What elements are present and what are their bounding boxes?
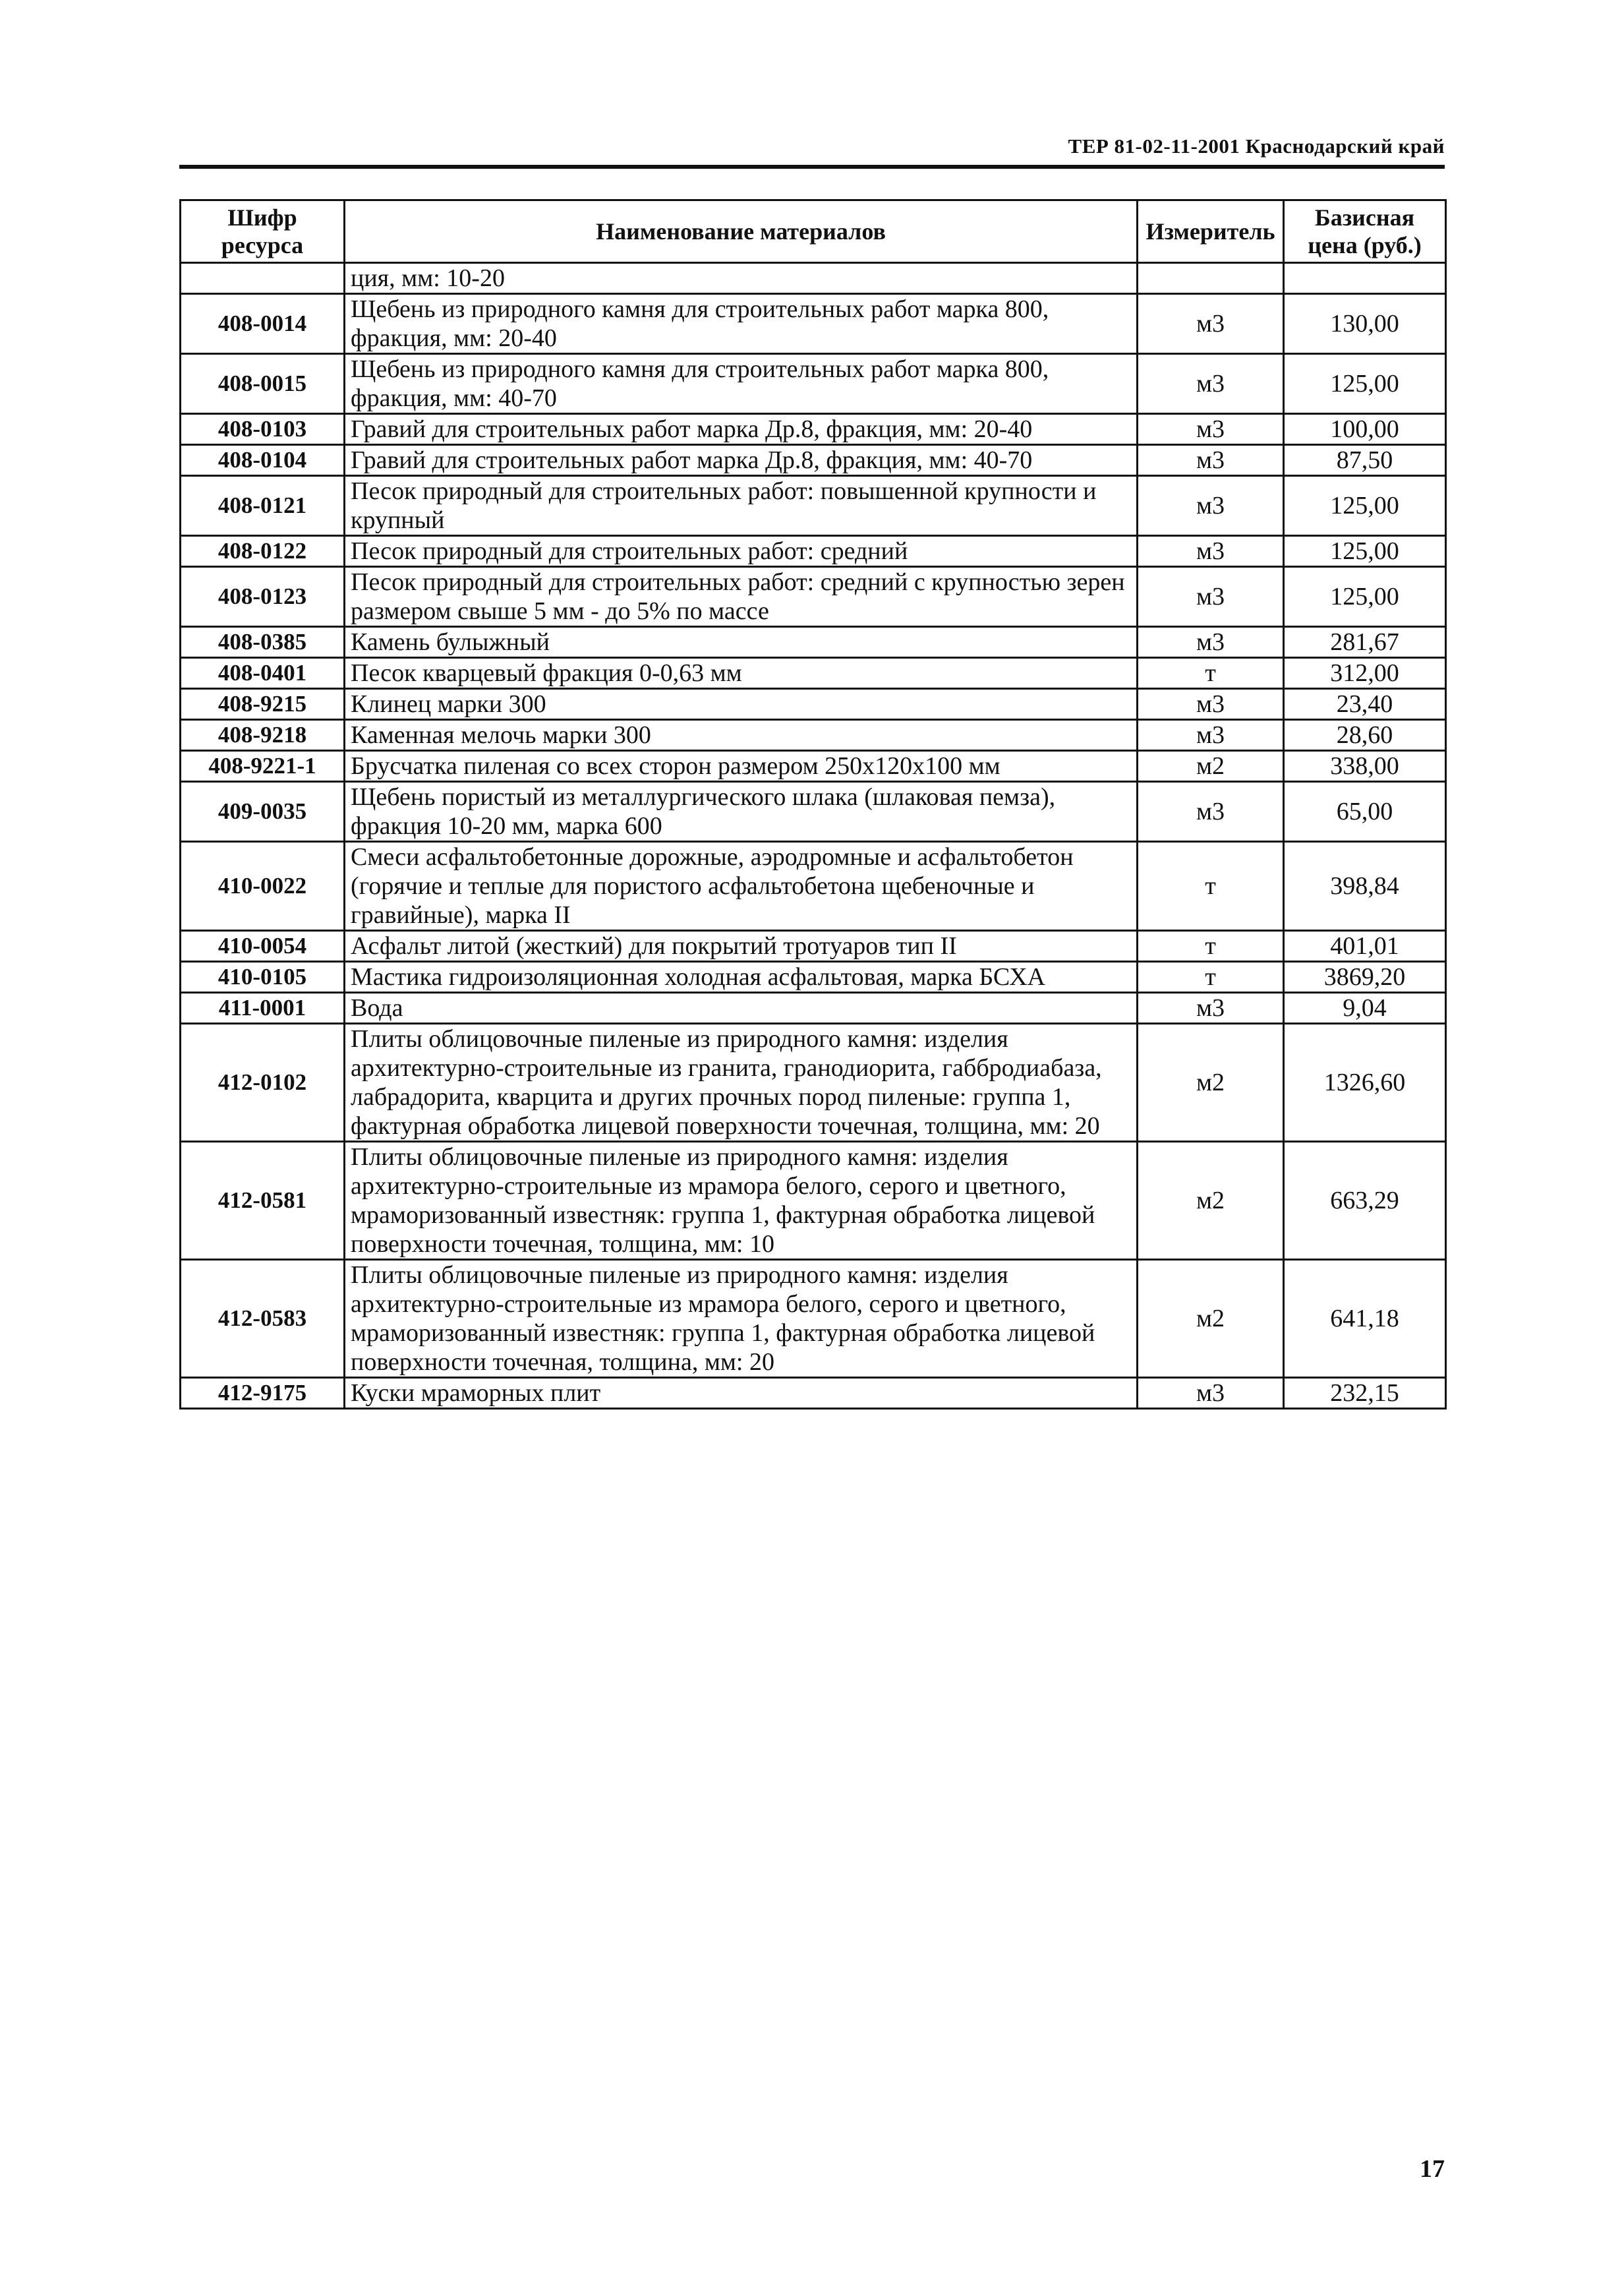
cell-price: 125,00 [1284, 536, 1446, 567]
cell-code: 410-0054 [181, 931, 345, 962]
cell-price: 100,00 [1284, 414, 1446, 445]
cell-price: 23,40 [1284, 689, 1446, 720]
cell-unit: м3 [1138, 536, 1284, 567]
cell-name: ция, мм: 10-20 [345, 263, 1138, 294]
cell-unit: м3 [1138, 993, 1284, 1024]
cell-unit: м3 [1138, 294, 1284, 354]
running-header: ТЕР 81-02-11-2001 Краснодарский край [1068, 134, 1445, 158]
cell-code: 410-0022 [181, 842, 345, 931]
cell-unit: т [1138, 658, 1284, 689]
cell-name: Песок природный для строительных работ: средний с крупностью зерен размером свыше 5 мм - до 5% по массе [345, 567, 1138, 627]
cell-name: Вода [345, 993, 1138, 1024]
cell-unit: м2 [1138, 1142, 1284, 1260]
cell-name: Клинец марки 300 [345, 689, 1138, 720]
cell-code: 408-0121 [181, 476, 345, 536]
cell-code: 408-0123 [181, 567, 345, 627]
cell-price: 338,00 [1284, 751, 1446, 782]
materials-table [179, 199, 1447, 1410]
cell-price: 125,00 [1284, 476, 1446, 536]
cell-price: 28,60 [1284, 720, 1446, 751]
cell-price: 65,00 [1284, 782, 1446, 842]
cell-name: Песок природный для строительных работ: средний [345, 536, 1138, 567]
cell-name: Каменная мелочь марки 300 [345, 720, 1138, 751]
cell-code: 412-9175 [181, 1378, 345, 1409]
cell-price: 125,00 [1284, 567, 1446, 627]
cell-name: Брусчатка пиленая со всех сторон размером 250х120х100 мм [345, 751, 1138, 782]
cell-unit: м3 [1138, 689, 1284, 720]
table-row [181, 354, 1446, 414]
cell-code: 412-0583 [181, 1260, 345, 1378]
column-header-code: Шифр ресурса [181, 200, 345, 263]
table-row [181, 536, 1446, 567]
table-row [181, 263, 1446, 294]
cell-unit [1138, 263, 1284, 294]
table-row [181, 1024, 1446, 1142]
column-header-price: Базисная цена (руб.) [1284, 200, 1446, 263]
table-row [181, 627, 1446, 658]
table-row [181, 1378, 1446, 1409]
cell-code: 412-0102 [181, 1024, 345, 1142]
cell-unit: м3 [1138, 782, 1284, 842]
column-header-name: Наименование материалов [345, 200, 1138, 263]
cell-price: 130,00 [1284, 294, 1446, 354]
cell-name: Щебень пористый из металлургического шлака (шлаковая пемза), фракция 10-20 мм, марка 600 [345, 782, 1138, 842]
header-rule [179, 165, 1445, 169]
cell-price: 401,01 [1284, 931, 1446, 962]
cell-name: Плиты облицовочные пиленые из природного камня: изделия архитектурно-строительные из мрамора белого, серого и цветного, мраморизованный известняк: группа 1, фактурная обработка лицевой поверхности точечная, толщина, мм: 20 [345, 1260, 1138, 1378]
cell-code: 408-0104 [181, 445, 345, 476]
cell-price: 3869,20 [1284, 962, 1446, 993]
page-number: 17 [1420, 2155, 1445, 2183]
table-row [181, 782, 1446, 842]
cell-price: 87,50 [1284, 445, 1446, 476]
table-row [181, 476, 1446, 536]
cell-price: 281,67 [1284, 627, 1446, 658]
cell-price: 9,04 [1284, 993, 1446, 1024]
cell-name: Гравий для строительных работ марка Др.8, фракция, мм: 20-40 [345, 414, 1138, 445]
cell-price: 312,00 [1284, 658, 1446, 689]
cell-unit: м3 [1138, 354, 1284, 414]
table-row [181, 720, 1446, 751]
cell-name: Щебень из природного камня для строительных работ марка 800, фракция, мм: 40-70 [345, 354, 1138, 414]
cell-price: 1326,60 [1284, 1024, 1446, 1142]
cell-name: Гравий для строительных работ марка Др.8, фракция, мм: 40-70 [345, 445, 1138, 476]
cell-unit: м3 [1138, 567, 1284, 627]
cell-name: Плиты облицовочные пиленые из природного камня: изделия архитектурно-строительные из гранита, гранодиорита, габбродиабаза, лабрадорита, кварцита и других прочных пород пиленые: группа 1, фактурная обработка лицевой поверхности точечная, толщина, мм: 20 [345, 1024, 1138, 1142]
cell-name: Камень булыжный [345, 627, 1138, 658]
table-row [181, 1260, 1446, 1378]
table-row [181, 689, 1446, 720]
table-row [181, 1142, 1446, 1260]
cell-price: 398,84 [1284, 842, 1446, 931]
cell-code [181, 263, 345, 294]
cell-unit: м2 [1138, 751, 1284, 782]
cell-name: Щебень из природного камня для строительных работ марка 800, фракция, мм: 20-40 [345, 294, 1138, 354]
cell-price [1284, 263, 1446, 294]
cell-code: 408-0103 [181, 414, 345, 445]
cell-unit: т [1138, 962, 1284, 993]
table-row [181, 962, 1446, 993]
cell-price: 641,18 [1284, 1260, 1446, 1378]
cell-code: 412-0581 [181, 1142, 345, 1260]
cell-unit: т [1138, 842, 1284, 931]
cell-code: 408-0122 [181, 536, 345, 567]
cell-unit: м3 [1138, 445, 1284, 476]
cell-unit: т [1138, 931, 1284, 962]
cell-code: 408-0014 [181, 294, 345, 354]
cell-name: Мастика гидроизоляционная холодная асфальтовая, марка БСХА [345, 962, 1138, 993]
table-header-row [181, 200, 1446, 263]
cell-unit: м3 [1138, 476, 1284, 536]
cell-unit: м3 [1138, 627, 1284, 658]
table-row [181, 445, 1446, 476]
cell-code: 408-9215 [181, 689, 345, 720]
table-row [181, 658, 1446, 689]
table-row [181, 567, 1446, 627]
cell-unit: м2 [1138, 1024, 1284, 1142]
cell-code: 408-9221-1 [181, 751, 345, 782]
cell-name: Куски мраморных плит [345, 1378, 1138, 1409]
cell-unit: м2 [1138, 1260, 1284, 1378]
table-row [181, 931, 1446, 962]
cell-unit: м3 [1138, 1378, 1284, 1409]
cell-price: 232,15 [1284, 1378, 1446, 1409]
table-row [181, 751, 1446, 782]
cell-name: Асфальт литой (жесткий) для покрытий тротуаров тип II [345, 931, 1138, 962]
cell-name: Песок природный для строительных работ: повышенной крупности и крупный [345, 476, 1138, 536]
cell-code: 410-0105 [181, 962, 345, 993]
cell-price: 125,00 [1284, 354, 1446, 414]
cell-name: Смеси асфальтобетонные дорожные, аэродромные и асфальтобетон (горячие и теплые для пористого асфальтобетона щебеночные и гравийные), марка II [345, 842, 1138, 931]
table-row [181, 294, 1446, 354]
cell-code: 409-0035 [181, 782, 345, 842]
cell-code: 408-0401 [181, 658, 345, 689]
cell-code: 408-0015 [181, 354, 345, 414]
table-row [181, 414, 1446, 445]
cell-price: 663,29 [1284, 1142, 1446, 1260]
table-row [181, 993, 1446, 1024]
cell-code: 408-9218 [181, 720, 345, 751]
cell-unit: м3 [1138, 414, 1284, 445]
cell-code: 411-0001 [181, 993, 345, 1024]
cell-unit: м3 [1138, 720, 1284, 751]
cell-name: Плиты облицовочные пиленые из природного камня: изделия архитектурно-строительные из мрамора белого, серого и цветного, мраморизованный известняк: группа 1, фактурная обработка лицевой поверхности точечная, толщина, мм: 10 [345, 1142, 1138, 1260]
cell-name: Песок кварцевый фракция 0-0,63 мм [345, 658, 1138, 689]
column-header-unit: Измеритель [1138, 200, 1284, 263]
cell-code: 408-0385 [181, 627, 345, 658]
table-row [181, 842, 1446, 931]
